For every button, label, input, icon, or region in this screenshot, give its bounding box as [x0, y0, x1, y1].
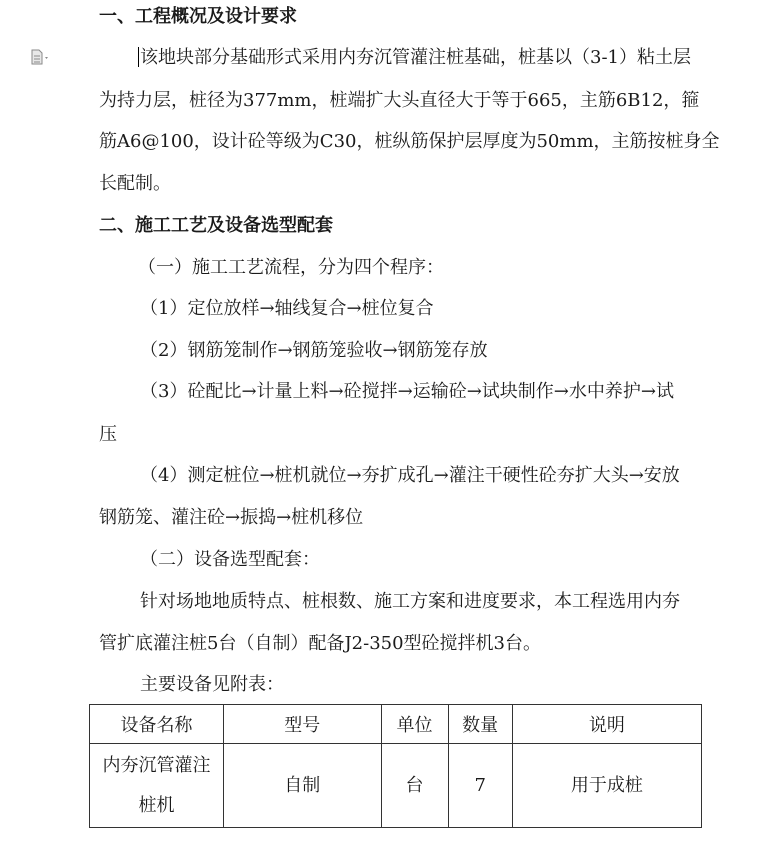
column-header: 说明	[512, 705, 701, 744]
document-icon[interactable]	[30, 49, 52, 65]
text-cursor	[138, 47, 139, 67]
equipment-model-cell: 自制	[224, 744, 381, 828]
equipment-note-cell: 用于成桩	[512, 744, 701, 828]
subheading-process: （一）施工工艺流程，分为四个程序：	[138, 257, 444, 278]
column-header: 型号	[224, 705, 381, 744]
section-heading-1: 一、工程概况及设计要求	[99, 6, 297, 27]
paragraph-line[interactable]: 该地块部分基础形式采用内夯沉管灌注桩基础，桩基以（3-1）粘土层	[140, 47, 691, 68]
paragraph-line: 筋A6@100，设计砼等级为C30，桩纵筋保护层厚度为50mm，主筋按桩身全	[99, 131, 720, 152]
process-step-1: （1）定位放样→轴线复合→桩位复合	[140, 298, 434, 319]
chevron-down-icon	[45, 57, 48, 59]
paragraph-line: 为持力层，桩径为377mm，桩端扩大头直径大于等于665，主筋6B12，箍	[99, 90, 700, 111]
equipment-qty-cell: 7	[448, 744, 512, 828]
process-step-3: （3）砼配比→计量上料→砼搅拌→运输砼→试块制作→水中养护→试	[140, 381, 674, 402]
table-row	[90, 744, 702, 828]
table-intro: 主要设备见附表：	[140, 674, 284, 695]
column-header: 设备名称	[90, 705, 224, 744]
column-header: 数量	[448, 705, 512, 744]
section-heading-2: 二、施工工艺及设备选型配套	[99, 215, 333, 236]
process-step-2: （2）钢筋笼制作→钢筋笼验收→钢筋笼存放	[140, 340, 488, 361]
process-step-3-cont: 压	[99, 424, 117, 445]
equipment-table	[89, 704, 702, 828]
paragraph-line: 管扩底灌注桩5台（自制）配备J2-350型砼搅拌机3台。	[99, 633, 542, 654]
column-header: 单位	[381, 705, 448, 744]
equipment-unit-cell: 台	[381, 744, 448, 828]
paragraph-line: 长配制。	[99, 173, 171, 194]
subheading-equipment: （二）设备选型配套：	[140, 549, 320, 570]
equipment-name-cell: 内夯沉管灌注桩机	[90, 744, 224, 828]
table-header-row	[90, 705, 702, 744]
paragraph-line: 针对场地地质特点、桩根数、施工方案和进度要求，本工程选用内夯	[140, 591, 680, 612]
process-step-4: （4）测定桩位→桩机就位→夯扩成孔→灌注干硬性砼夯扩大头→安放	[140, 465, 680, 486]
process-step-4-cont: 钢筋笼、灌注砼→振捣→桩机移位	[99, 507, 364, 528]
